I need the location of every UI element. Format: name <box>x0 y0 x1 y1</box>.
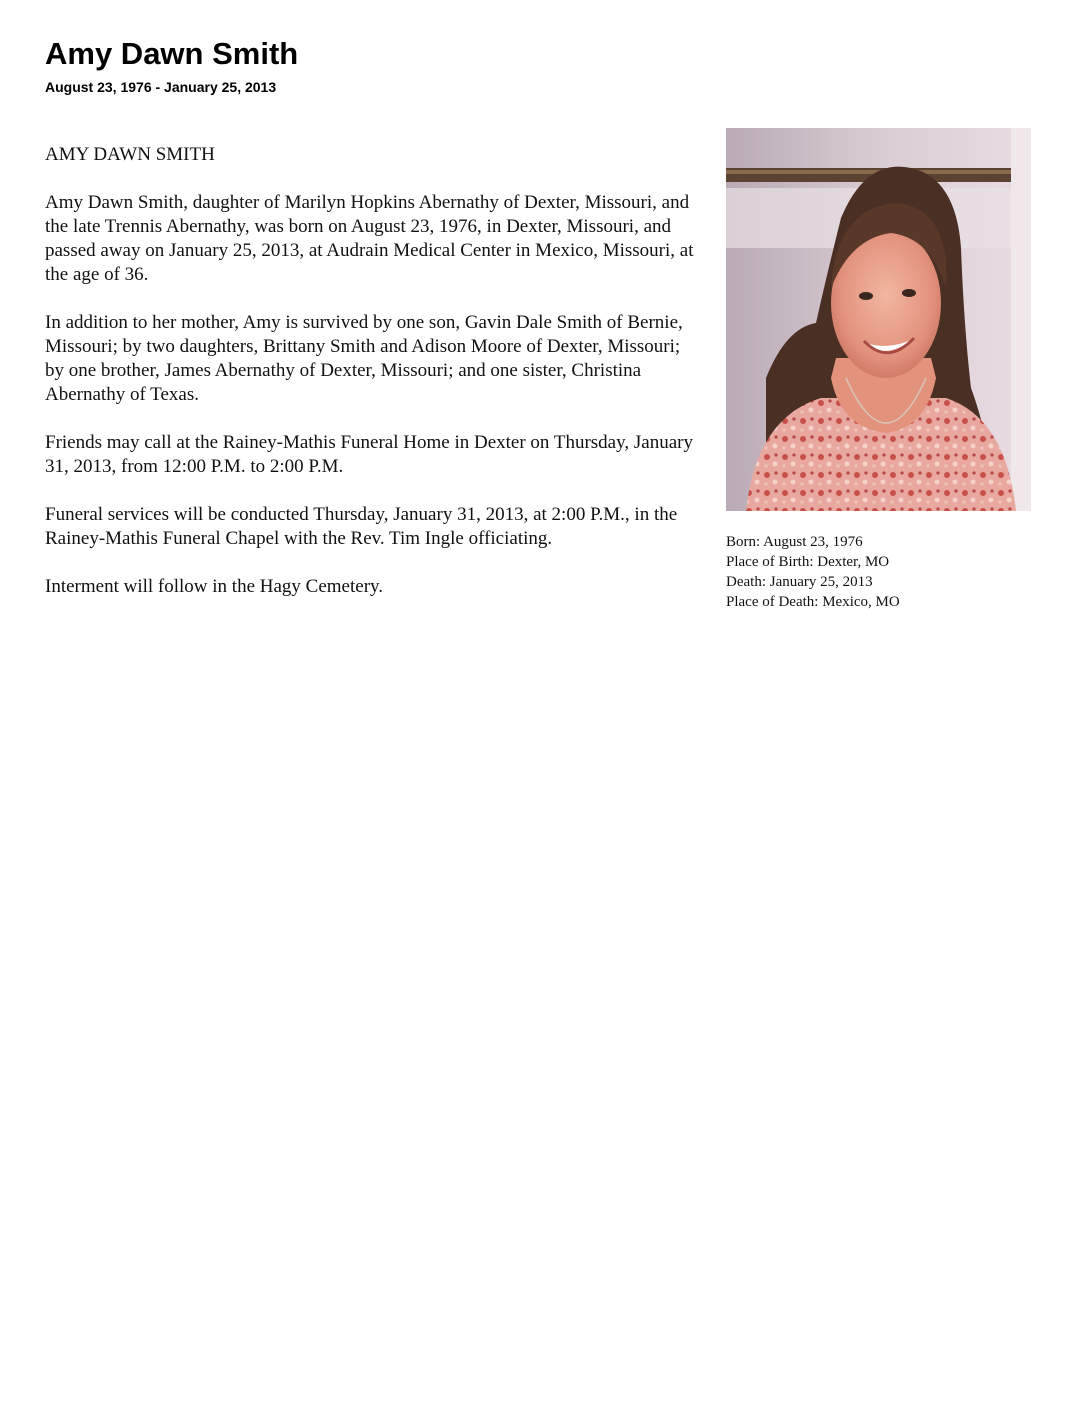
obituary-paragraph: Friends may call at the Rainey-Mathis Funeral Home in Dexter on Thursday, January 31, 2013, from 12:00 P.M. to 2:00 P.M. <box>45 432 693 477</box>
born-date: Born: August 23, 1976 <box>726 534 863 550</box>
life-dates: August 23, 1976 - January 25, 2013 <box>45 79 277 95</box>
place-of-birth: Place of Birth: Dexter, MO <box>726 554 890 570</box>
obituary-paragraph: In addition to her mother, Amy is survived by one son, Gavin Dale Smith of Bernie, Missouri; by two daughters, Brittany Smith and Adison Moore of Dexter, Missouri; by one brother, James Abernathy of Dexter, Missouri; and one sister, Christina Abernathy of Texas. <box>45 312 683 405</box>
page-header <box>45 36 298 96</box>
obituary-paragraph: Interment will follow in the Hagy Cemetery. <box>45 576 384 597</box>
vital-facts <box>726 532 900 612</box>
portrait-photo <box>726 128 1031 511</box>
obituary-text <box>45 143 695 623</box>
obituary-heading: AMY DAWN SMITH <box>45 144 215 165</box>
obituary-paragraph: Funeral services will be conducted Thursday, January 31, 2013, at 2:00 P.M., in the Rainey-Mathis Funeral Chapel with the Rev. Tim Ingle officiating. <box>45 504 678 549</box>
deceased-name: Amy Dawn Smith <box>45 36 299 71</box>
portrait-image <box>726 128 1031 511</box>
obituary-paragraph: Amy Dawn Smith, daughter of Marilyn Hopkins Abernathy of Dexter, Missouri, and the late Trennis Abernathy, was born on August 23, 1976, in Dexter, Missouri, and passed away on January 25, 2013, at Audrain Medical Center in Mexico, Missouri, at the age of 36. <box>45 192 694 285</box>
place-of-death: Place of Death: Mexico, MO <box>726 594 900 610</box>
death-date: Death: January 25, 2013 <box>726 574 873 590</box>
